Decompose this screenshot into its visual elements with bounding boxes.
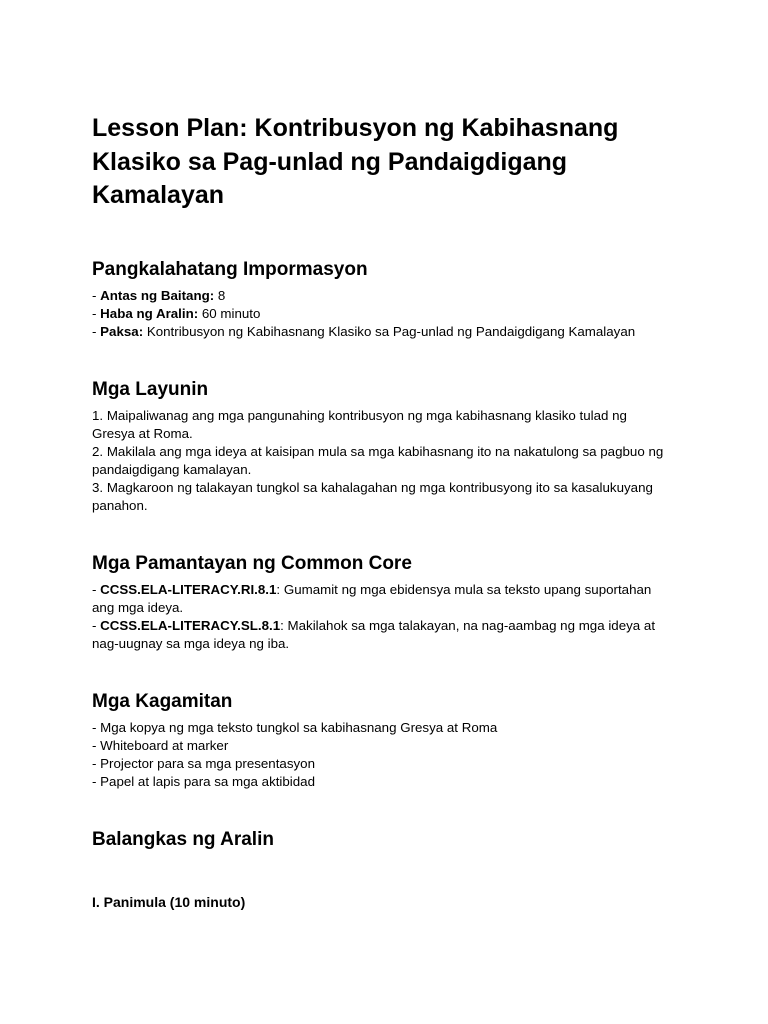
line-text: 2. Makilala ang mga ideya at kaisipan mula sa mga kabihasnang ito na nakatulong sa pagbuo ng pandaigdigang kamalayan. bbox=[92, 443, 664, 477]
info-line-duration bbox=[92, 305, 672, 323]
section-heading-general-info: Pangkalahatang Impormasyon bbox=[92, 258, 368, 280]
line-bold-label: Paksa: bbox=[100, 323, 144, 339]
section-materials bbox=[92, 689, 672, 791]
line-text: - Projector para sa mga presentasyon bbox=[92, 755, 315, 771]
section-heading-materials: Mga Kagamitan bbox=[92, 690, 233, 712]
line-text: - Whiteboard at marker bbox=[92, 737, 229, 753]
line-text: 1. Maipaliwanag ang mga pangunahing kontribusyon ng mga kabihasnang klasiko tulad ng Gresya at Roma. bbox=[92, 407, 627, 441]
line-text: : Makilahok sa mga talakayan, na nag-aambag ng mga ideya at nag-uugnay sa mga ideya ng iba. bbox=[92, 617, 656, 651]
section-heading-standards: Mga Pamantayan ng Common Core bbox=[92, 552, 412, 574]
section-body bbox=[92, 719, 672, 791]
document-content bbox=[92, 0, 672, 912]
line-prefix: - bbox=[92, 287, 101, 303]
line-text: 60 minuto bbox=[198, 305, 261, 321]
objective-item-2 bbox=[92, 443, 672, 479]
section-body bbox=[92, 407, 672, 515]
info-line-grade-level bbox=[92, 287, 672, 305]
line-text: : Gumamit ng mga ebidensya mula sa teksto upang suportahan ang mga ideya. bbox=[92, 581, 652, 615]
line-prefix: - bbox=[92, 617, 101, 633]
document-title: Lesson Plan: Kontribusyon ng Kabihasnang Klasiko sa Pag-unlad ng Pandaigdigang Kamalayan bbox=[92, 114, 619, 209]
line-bold-label: CCSS.ELA-LITERACY.RI.8.1 bbox=[100, 581, 277, 597]
line-prefix: - bbox=[92, 581, 101, 597]
line-text: Kontribusyon ng Kabihasnang Klasiko sa Pag-unlad ng Pandaigdigang Kamalayan bbox=[143, 323, 636, 339]
line-bold-label: CCSS.ELA-LITERACY.SL.8.1 bbox=[100, 617, 281, 633]
line-bold-label: Haba ng Aralin: bbox=[100, 305, 199, 321]
objective-item-1 bbox=[92, 407, 672, 443]
line-text: - Papel at lapis para sa mga aktibidad bbox=[92, 773, 316, 789]
standard-item-2 bbox=[92, 617, 672, 653]
material-item-1 bbox=[92, 719, 672, 737]
line-text: - Mga kopya ng mga teksto tungkol sa kabihasnang Gresya at Roma bbox=[92, 719, 498, 735]
objective-item-3 bbox=[92, 479, 672, 515]
outline-step-heading: I. Panimula (10 minuto) bbox=[92, 893, 246, 910]
section-standards bbox=[92, 551, 672, 653]
section-body bbox=[92, 287, 672, 341]
info-line-topic bbox=[92, 323, 672, 341]
line-prefix: - bbox=[92, 305, 101, 321]
line-bold-label: Antas ng Baitang: bbox=[100, 287, 215, 303]
line-prefix: - bbox=[92, 323, 101, 339]
line-text: 3. Magkaroon ng talakayan tungkol sa kahalagahan ng mga kontribusyong ito sa kasalukuyang panahon. bbox=[92, 479, 653, 513]
section-general-info bbox=[92, 257, 672, 341]
section-objectives bbox=[92, 377, 672, 515]
material-item-4 bbox=[92, 773, 672, 791]
section-body bbox=[92, 581, 672, 653]
material-item-3 bbox=[92, 755, 672, 773]
line-text: 8 bbox=[214, 287, 226, 303]
section-heading-objectives: Mga Layunin bbox=[92, 378, 209, 400]
standard-item-1 bbox=[92, 581, 672, 617]
section-outline bbox=[92, 827, 672, 912]
section-heading-outline: Balangkas ng Aralin bbox=[92, 828, 274, 850]
material-item-2 bbox=[92, 737, 672, 755]
